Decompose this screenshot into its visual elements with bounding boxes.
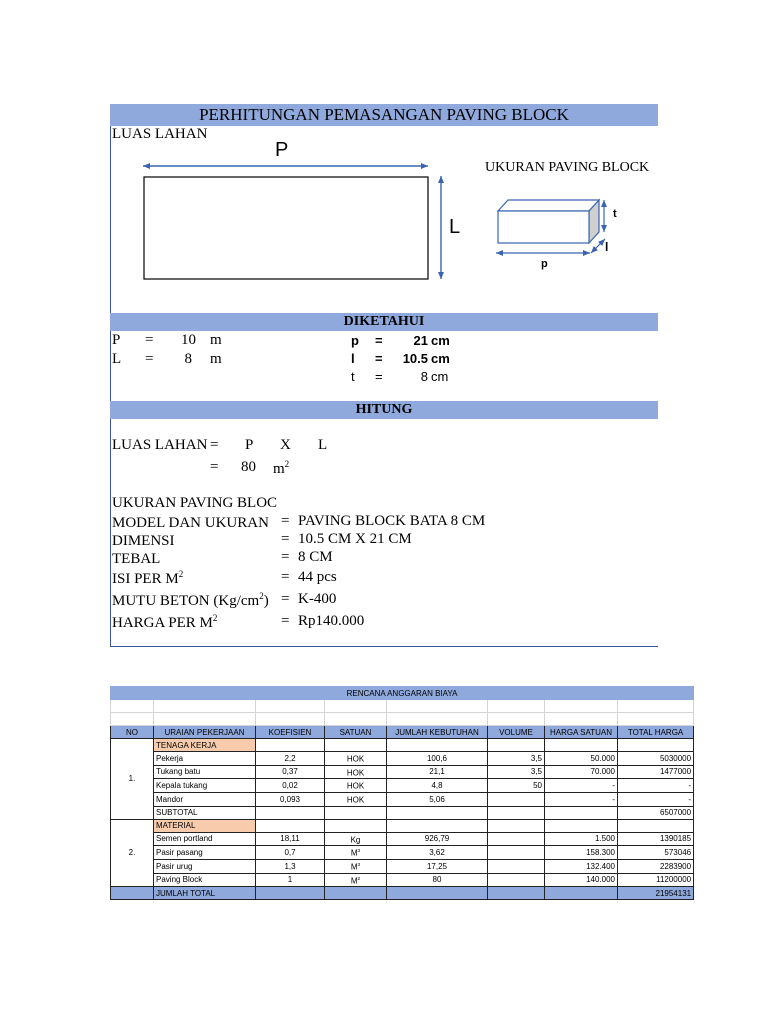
table-cell	[387, 700, 488, 713]
section-number: 1.	[111, 739, 154, 820]
volume-cell: 3,5	[488, 765, 545, 779]
table-cell	[545, 887, 618, 900]
table-cell	[488, 819, 545, 832]
table-cell	[488, 806, 545, 819]
table-cell	[325, 819, 387, 832]
table-cell	[256, 806, 325, 819]
ukuran-row-value: 44 pcs	[298, 569, 337, 585]
table-cell	[256, 819, 325, 832]
ukuran-row-eq: =	[281, 613, 290, 629]
ukuran-row-eq: =	[281, 513, 290, 529]
diagram-label-L: L	[449, 216, 461, 238]
total-cell: 1390185	[618, 832, 694, 846]
diagram-label-P: P	[275, 139, 289, 161]
hitung-luas-label: LUAS LAHAN	[112, 437, 208, 453]
harga-cell: 50.000	[545, 752, 618, 766]
ukuran-row-eq: =	[281, 549, 290, 565]
total-cell: -	[618, 792, 694, 806]
land-rectangle	[144, 177, 428, 279]
satuan-cell: Kg	[325, 832, 387, 846]
table-row	[111, 779, 694, 793]
uraian-cell: Tukang batu	[154, 765, 256, 779]
rab-table	[110, 686, 694, 900]
jumlah-cell: 5,06	[387, 792, 488, 806]
table-cell	[154, 713, 256, 726]
rab-header-row	[111, 726, 694, 739]
table-cell	[488, 739, 545, 752]
total-cell: 1477000	[618, 765, 694, 779]
harga-cell: 158.300	[545, 846, 618, 860]
koefisien-cell: 0,37	[256, 765, 325, 779]
harga-cell: 70.000	[545, 765, 618, 779]
section-number: 2.	[111, 819, 154, 887]
table-cell	[154, 700, 256, 713]
table-cell	[325, 887, 387, 900]
table-cell	[387, 887, 488, 900]
koefisien-cell: 1,3	[256, 859, 325, 873]
ukuran-row-value: PAVING BLOCK BATA 8 CM	[298, 513, 486, 529]
volume-cell: 3,5	[488, 752, 545, 766]
hitung-result: 80	[241, 459, 256, 475]
uraian-cell: Semen portland	[154, 832, 256, 846]
harga-cell: 140.000	[545, 873, 618, 887]
table-cell	[545, 819, 618, 832]
uraian-cell: Pekerja	[154, 752, 256, 766]
hitung-eq: =	[210, 437, 219, 453]
satuan-cell: HOK	[325, 765, 387, 779]
koefisien-cell: 0,02	[256, 779, 325, 793]
table-cell	[618, 819, 694, 832]
ukuran-row-label: DIMENSI	[112, 533, 175, 549]
uraian-cell: Mandor	[154, 792, 256, 806]
volume-cell	[488, 792, 545, 806]
diagram-label-t: t	[613, 208, 617, 220]
table-cell	[111, 713, 154, 726]
harga-cell: 1.500	[545, 832, 618, 846]
table-cell	[545, 713, 618, 726]
table-cell	[256, 739, 325, 752]
koefisien-cell: 1	[256, 873, 325, 887]
subtotal-value: 6507000	[618, 806, 694, 819]
table-cell	[256, 713, 325, 726]
table-row	[111, 713, 694, 726]
table-row	[111, 700, 694, 713]
table-cell	[256, 700, 325, 713]
total-label: JUMLAH TOTAL	[154, 887, 256, 900]
ukuran-row-value: Rp140.000	[298, 613, 365, 629]
luas-lahan-label: LUAS LAHAN	[112, 126, 208, 142]
volume-cell	[488, 859, 545, 873]
subtotal-label: SUBTOTAL	[154, 806, 256, 819]
formula-P: P	[245, 437, 254, 453]
satuan-cell: HOK	[325, 792, 387, 806]
sheet-title: PERHITUNGAN PEMASANGAN PAVING BLOCK	[110, 104, 658, 126]
column-header: NO	[111, 726, 154, 739]
table-cell	[387, 713, 488, 726]
table-cell	[618, 713, 694, 726]
section-title: MATERIAL	[154, 819, 256, 832]
table-cell	[111, 700, 154, 713]
land-plot-diagram	[143, 166, 441, 279]
table-row	[111, 792, 694, 806]
volume-cell	[488, 846, 545, 860]
jumlah-cell: 100,6	[387, 752, 488, 766]
table-cell	[545, 806, 618, 819]
ukuran-row-label: TEBAL	[112, 551, 161, 567]
jumlah-cell: 926,79	[387, 832, 488, 846]
table-cell	[488, 887, 545, 900]
total-cell: 11200000	[618, 873, 694, 887]
uraian-cell: Paving Block	[154, 873, 256, 887]
hitung-heading: HITUNG	[110, 401, 658, 419]
formula-L: L	[318, 437, 328, 453]
column-header: KOEFISIEN	[256, 726, 325, 739]
total-value: 21954131	[618, 887, 694, 900]
koefisien-cell: 0,093	[256, 792, 325, 806]
satuan-cell: HOK	[325, 752, 387, 766]
total-cell: 2283900	[618, 859, 694, 873]
table-cell	[325, 806, 387, 819]
paving-block-diagram	[496, 200, 605, 253]
table-cell	[618, 739, 694, 752]
formula-times: X	[280, 437, 291, 453]
ukuran-row-value: 10.5 CM X 21 CM	[298, 531, 412, 547]
satuan-cell: $M^2$	[325, 873, 387, 887]
diketahui-heading: DIKETAHUI	[110, 313, 658, 331]
uraian-cell: Kepala tukang	[154, 779, 256, 793]
ukuran-row-label: HARGA PER $M^2$	[112, 613, 218, 631]
ukuran-row-eq: =	[281, 591, 290, 607]
ukuran-row-eq: =	[281, 531, 290, 547]
table-row	[111, 765, 694, 779]
harga-cell: 132.400	[545, 859, 618, 873]
jumlah-cell: 4,8	[387, 779, 488, 793]
total-row	[111, 887, 694, 900]
table-cell	[111, 887, 154, 900]
total-cell: -	[618, 779, 694, 793]
column-header: URAIAN PEKERJAAN	[154, 726, 256, 739]
ukuran-row-label: ISI PER $M^2$	[112, 569, 184, 587]
column-header: SATUAN	[325, 726, 387, 739]
koefisien-cell: 2,2	[256, 752, 325, 766]
ukuran-heading: UKURAN PAVING BLOC	[112, 495, 278, 511]
block-top-face	[498, 200, 599, 211]
rab-caption-row	[111, 687, 694, 700]
harga-cell: -	[545, 792, 618, 806]
volume-cell: 50	[488, 779, 545, 793]
diagram-label-l: l	[605, 240, 609, 254]
harga-cell: -	[545, 779, 618, 793]
table-row	[111, 859, 694, 873]
table-row	[111, 846, 694, 860]
section-row	[111, 739, 694, 752]
table-row	[111, 832, 694, 846]
jumlah-cell: 80	[387, 873, 488, 887]
section-title: TENAGA KERJA	[154, 739, 256, 752]
ukuran-row-label: MODEL DAN UKURAN	[112, 515, 269, 531]
satuan-cell: $M^3$	[325, 846, 387, 860]
table-cell	[545, 739, 618, 752]
total-cell: 5030000	[618, 752, 694, 766]
hitung-result-unit: $m^2$	[273, 459, 290, 477]
table-cell	[488, 713, 545, 726]
table-row	[111, 752, 694, 766]
ukuran-paving-label: UKURAN PAVING BLOCK	[485, 160, 650, 175]
ukuran-row-value: 8 CM	[298, 549, 333, 565]
ukuran-row-value: K-400	[298, 591, 337, 607]
volume-cell	[488, 832, 545, 846]
table-cell	[545, 700, 618, 713]
uraian-cell: Pasir pasang	[154, 846, 256, 860]
jumlah-cell: 3,62	[387, 846, 488, 860]
jumlah-cell: 17,25	[387, 859, 488, 873]
table-cell	[387, 806, 488, 819]
ukuran-row-eq: =	[281, 569, 290, 585]
table-cell	[387, 739, 488, 752]
diagram-label-p: p	[541, 258, 548, 270]
hitung-eq-2: =	[210, 459, 219, 475]
section-row	[111, 819, 694, 832]
jumlah-cell: 21,1	[387, 765, 488, 779]
satuan-cell: HOK	[325, 779, 387, 793]
dimension-diagram	[0, 0, 768, 320]
rab-caption: RENCANA ANGGARAN BIAYA	[111, 687, 694, 700]
table-row	[111, 873, 694, 887]
block-front-face	[498, 211, 589, 243]
total-cell: 573046	[618, 846, 694, 860]
table-cell	[387, 819, 488, 832]
table-cell	[488, 700, 545, 713]
ukuran-row-label: MUTU BETON $(Kg/cm^2)$	[112, 591, 269, 609]
column-header: VOLUME	[488, 726, 545, 739]
column-header: JUMLAH KEBUTUHAN	[387, 726, 488, 739]
koefisien-cell: 18,11	[256, 832, 325, 846]
column-header: TOTAL HARGA	[618, 726, 694, 739]
l-arrow	[591, 239, 605, 253]
table-cell	[256, 887, 325, 900]
sheet-bottom-border	[110, 646, 658, 647]
subtotal-row	[111, 806, 694, 819]
table-cell	[325, 739, 387, 752]
koefisien-cell: 0,7	[256, 846, 325, 860]
satuan-cell: $M^3$	[325, 859, 387, 873]
table-cell	[618, 700, 694, 713]
column-header: HARGA SATUAN	[545, 726, 618, 739]
uraian-cell: Pasir urug	[154, 859, 256, 873]
table-cell	[325, 700, 387, 713]
table-cell	[325, 713, 387, 726]
volume-cell	[488, 873, 545, 887]
